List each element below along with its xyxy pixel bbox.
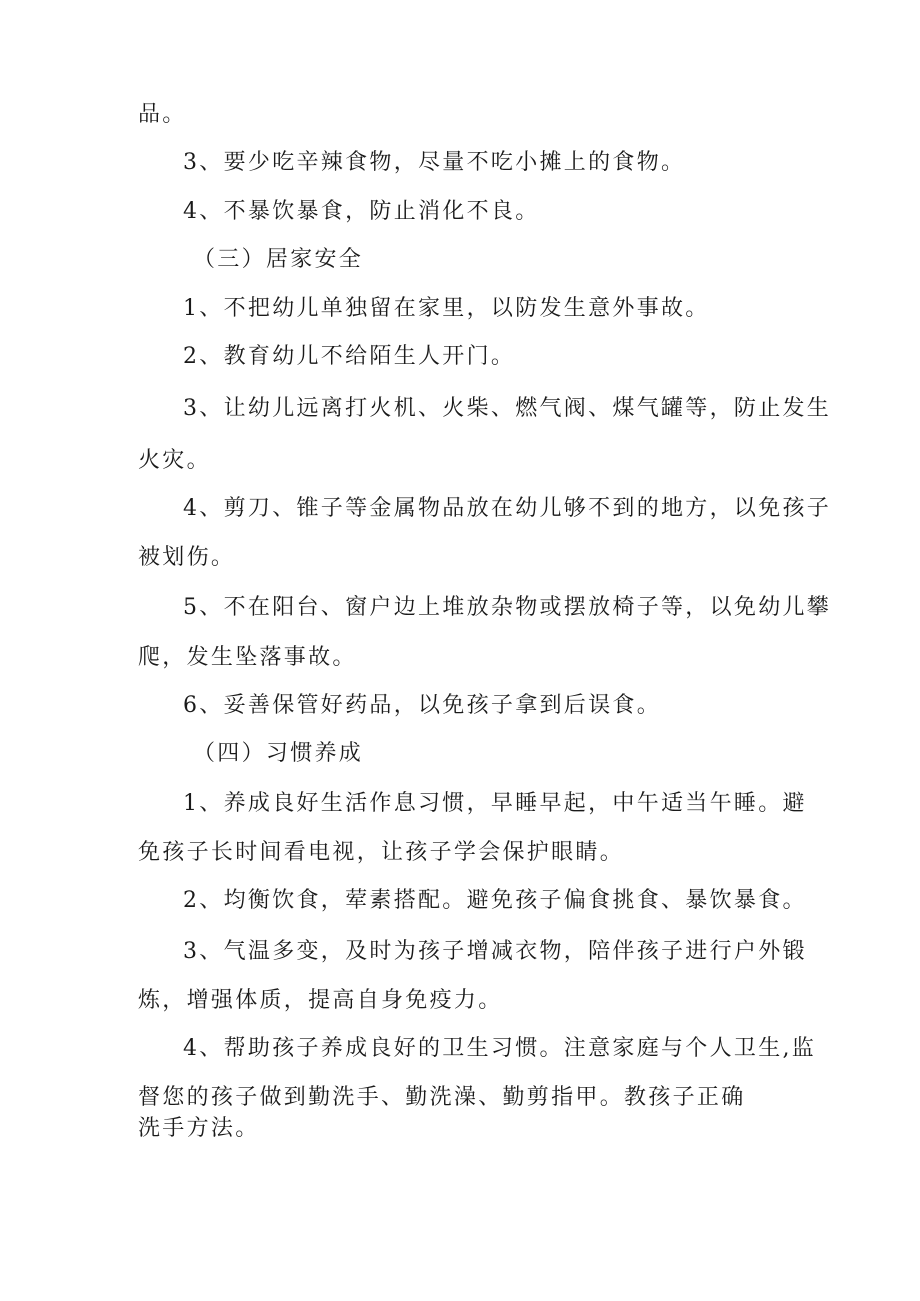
- text-line-13: 6、妥善保管好药品，以免孩子拿到后误食。: [183, 693, 661, 718]
- section-heading-4: （四）习惯养成: [193, 741, 364, 766]
- text-line-6: 2、教育幼儿不给陌生人开门。: [183, 344, 516, 369]
- text-line-3: 4、不暴饮暴食，防止消化不良。: [183, 199, 540, 224]
- text-line-11: 5、不在阳台、窗户边上堆放杂物或摆放椅子等，以免幼儿攀: [183, 595, 832, 620]
- text-line-12: 爬，发生坠落事故。: [138, 645, 357, 670]
- text-line-18: 3、气温多变，及时为孩子增减衣物，陪伴孩子进行户外锻: [183, 939, 807, 964]
- text-line-5: 1、不把幼儿单独留在家里，以防发生意外事故。: [183, 296, 710, 321]
- text-line-8: 火灾。: [138, 448, 211, 473]
- text-line-2: 3、要少吃辛辣食物，尽量不吃小摊上的食物。: [183, 150, 686, 175]
- text-line-16: 免孩子长时间看电视，让孩子学会保护眼睛。: [138, 840, 625, 865]
- text-line-19: 炼，增强体质，提高自身免疫力。: [138, 988, 503, 1013]
- text-line-15: 1、养成良好生活作息习惯，早睡早起，中午适当午睡。避: [183, 791, 807, 816]
- text-line-17: 2、均衡饮食，荤素搭配。避免孩子偏食挑食、暴饮暴食。: [183, 888, 807, 913]
- text-line-1: 品。: [138, 102, 187, 127]
- text-line-7: 3、让幼儿远离打火机、火柴、燃气阀、煤气罐等，防止发生: [183, 396, 832, 421]
- text-line-22: 洗手方法。: [138, 1116, 260, 1141]
- text-line-21: 督您的孩子做到勤洗手、勤洗澡、勤剪指甲。教孩子正确: [138, 1085, 746, 1110]
- text-line-10: 被划伤。: [138, 545, 236, 570]
- section-heading-3: （三）居家安全: [193, 247, 364, 272]
- text-line-9: 4、剪刀、锥子等金属物品放在幼儿够不到的地方，以免孩子: [183, 496, 832, 521]
- text-line-20: 4、帮助孩子养成良好的卫生习惯。注意家庭与个人卫生,监: [183, 1036, 817, 1061]
